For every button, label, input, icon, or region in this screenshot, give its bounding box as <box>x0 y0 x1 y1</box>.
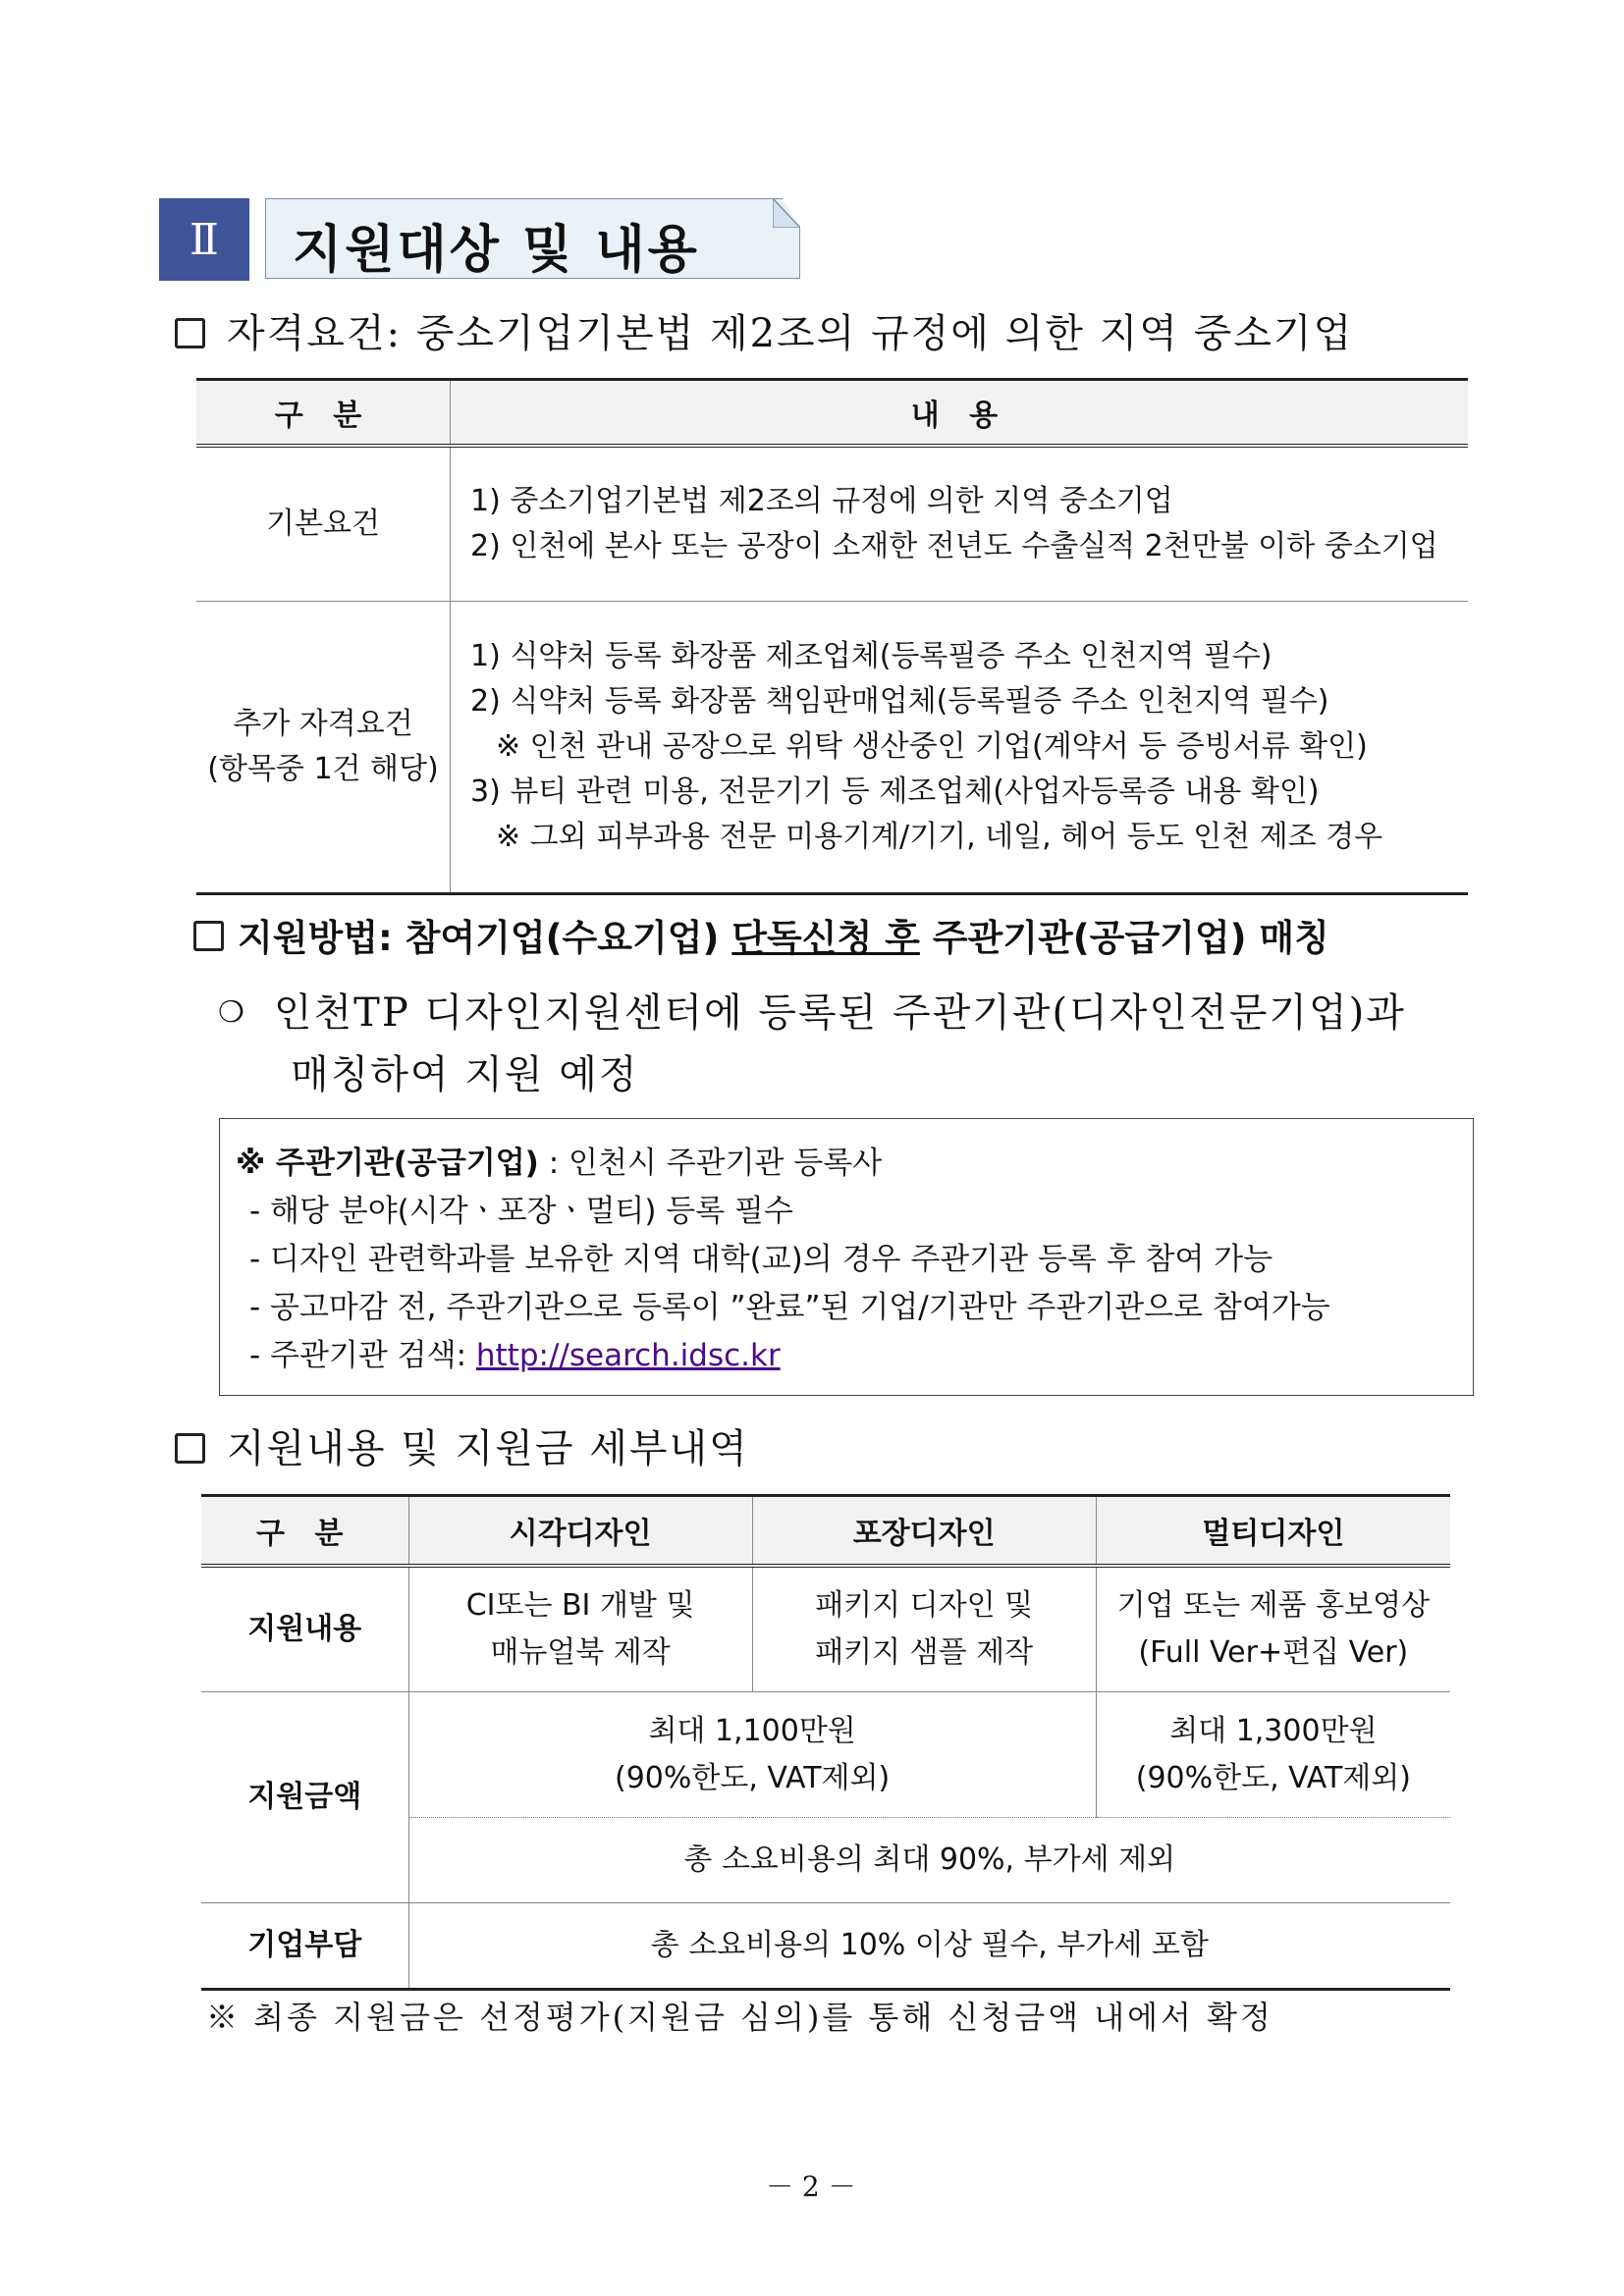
method-bullet-text: 인천TP 디자인지원센터에 등록된 주관기관(디자인전문기업)과 <box>273 990 1406 1036</box>
method-heading-underlined: 단독신청 후 <box>731 917 920 959</box>
cell-multi-amount <box>1096 1692 1450 1818</box>
row-label-burden: 기업부담 <box>201 1903 408 1990</box>
table-header-visual: 시각디자인 <box>408 1496 752 1567</box>
row-label-line: 추가 자격요건 <box>233 707 413 741</box>
cell-packaging-content <box>752 1566 1096 1692</box>
list-item: 1) 식약처 등록 화장품 제조업체(등록필증 주소 인천지역 필수) <box>470 639 1272 673</box>
list-item: 2) 식약처 등록 화장품 책임판매업체(등록필증 주소 인천지역 필수) <box>470 684 1329 719</box>
search-label: - 주관기관 검색: <box>249 1338 476 1373</box>
cell-line: 최대 1,100만원 <box>648 1713 856 1748</box>
support-table <box>201 1494 1450 1991</box>
row-label-amount: 지원금액 <box>201 1692 408 1903</box>
list-item: - 공고마감 전, 주관기관으로 등록이 ”완료”된 기업/기관만 주관기관으로 참여가능 <box>249 1290 1330 1325</box>
cell-line: 패키지 디자인 및 <box>815 1588 1034 1623</box>
cell-line: 기업 또는 제품 홍보영상 <box>1116 1588 1431 1623</box>
list-item: ※ 그외 피부과용 전문 미용기계/기기, 네일, 헤어 등도 인천 제조 경우 <box>496 820 1383 854</box>
table-row <box>196 602 1468 894</box>
method-heading <box>193 908 1329 961</box>
table-row <box>201 1692 1450 1818</box>
row-content-additional <box>451 602 1469 894</box>
section-title: 지원대상 및 내용 <box>293 221 700 280</box>
support-heading <box>175 1417 749 1473</box>
cell-line: (90%한도, VAT제외) <box>615 1760 891 1795</box>
table-header-packaging: 포장디자인 <box>752 1496 1096 1567</box>
table-header-category: 구 분 <box>196 380 451 447</box>
table-header-category: 구 분 <box>201 1496 408 1567</box>
cell-multi-content <box>1096 1566 1450 1692</box>
row-label-additional <box>196 602 451 894</box>
list-item: - 해당 분야(시각ㆍ포장ㆍ멀티) 등록 필수 <box>249 1194 793 1229</box>
cell-line: 최대 1,300만원 <box>1169 1713 1378 1748</box>
section-number-badge: Ⅱ <box>159 198 249 281</box>
list-item: ※ 인천 관내 공장으로 위탁 생산중인 기업(계약서 등 증빙서류 확인) <box>496 729 1368 764</box>
cell-burden: 총 소요비용의 10% 이상 필수, 부가세 포함 <box>408 1903 1450 1990</box>
list-item: 2) 인천에 본사 또는 공장이 소재한 전년도 수출실적 2천만불 이하 중소기업 <box>470 529 1438 563</box>
cell-line: 매뉴얼북 제작 <box>490 1635 671 1670</box>
cell-line: 패키지 샘플 제작 <box>815 1635 1034 1670</box>
footnote: ※ 최종 지원금은 선정평가(지원금 심의)를 통해 신청금액 내에서 확정 <box>206 1999 1273 2036</box>
bullet-circle-icon: ❍ <box>218 995 246 1030</box>
eligibility-table <box>196 378 1468 895</box>
row-label-content: 지원내용 <box>201 1566 408 1692</box>
page-number: － 2 － <box>766 2170 856 2203</box>
cell-amount-note: 총 소요비용의 최대 90%, 부가세 제외 <box>408 1818 1450 1903</box>
row-label-line: (항목중 1건 해당) <box>207 752 439 786</box>
list-item <box>249 1330 781 1374</box>
table-header-row <box>196 380 1468 447</box>
table-row <box>196 446 1468 602</box>
method-bullet <box>218 982 1406 1038</box>
cell-visual-packaging-amount <box>408 1692 1096 1818</box>
checkbox-square-icon <box>175 318 205 348</box>
search-link[interactable]: http://search.idsc.kr <box>475 1338 781 1373</box>
row-content-basic <box>451 446 1469 602</box>
table-row <box>201 1566 1450 1692</box>
checkbox-square-icon <box>193 921 224 951</box>
list-item: - 디자인 관련학과를 보유한 지역 대학(교)의 경우 주관기관 등록 후 참여 가능 <box>249 1242 1273 1277</box>
table-header-row <box>201 1496 1450 1567</box>
page-fold-corner <box>773 198 800 228</box>
info-box-title-suffix: : 인천시 주관기관 등록사 <box>538 1146 883 1181</box>
eligibility-heading-text: 자격요건: 중소기업기본법 제2조의 규정에 의한 지역 중소기업 <box>227 311 1354 356</box>
table-header-content: 내 용 <box>451 380 1469 447</box>
cell-visual-content <box>408 1566 752 1692</box>
cell-line: (90%한도, VAT제외) <box>1135 1760 1411 1795</box>
info-box-title <box>236 1138 882 1182</box>
method-heading-prefix: 지원방법: 참여기업(수요기업) <box>238 917 732 959</box>
table-header-multi: 멀티디자인 <box>1096 1496 1450 1567</box>
support-heading-text: 지원내용 및 지원금 세부내역 <box>227 1426 749 1471</box>
method-heading-suffix: 주관기관(공급기업) 매칭 <box>919 917 1329 959</box>
info-box-title-bold: ※ 주관기관(공급기업) <box>236 1146 539 1181</box>
eligibility-heading <box>175 302 1353 358</box>
cell-line: (Full Ver+편집 Ver) <box>1138 1635 1409 1670</box>
row-label-basic: 기본요건 <box>196 446 451 602</box>
method-bullet-continuation: 매칭하여 지원 예정 <box>291 1052 639 1097</box>
checkbox-square-icon <box>175 1433 205 1464</box>
list-item: 3) 뷰티 관련 미용, 전문기기 등 제조업체(사업자등록증 내용 확인) <box>470 774 1320 809</box>
table-row <box>201 1903 1450 1990</box>
cell-line: CI또는 BI 개발 및 <box>465 1588 695 1623</box>
list-item: 1) 중소기업기본법 제2조의 규정에 의한 지역 중소기업 <box>470 484 1173 518</box>
